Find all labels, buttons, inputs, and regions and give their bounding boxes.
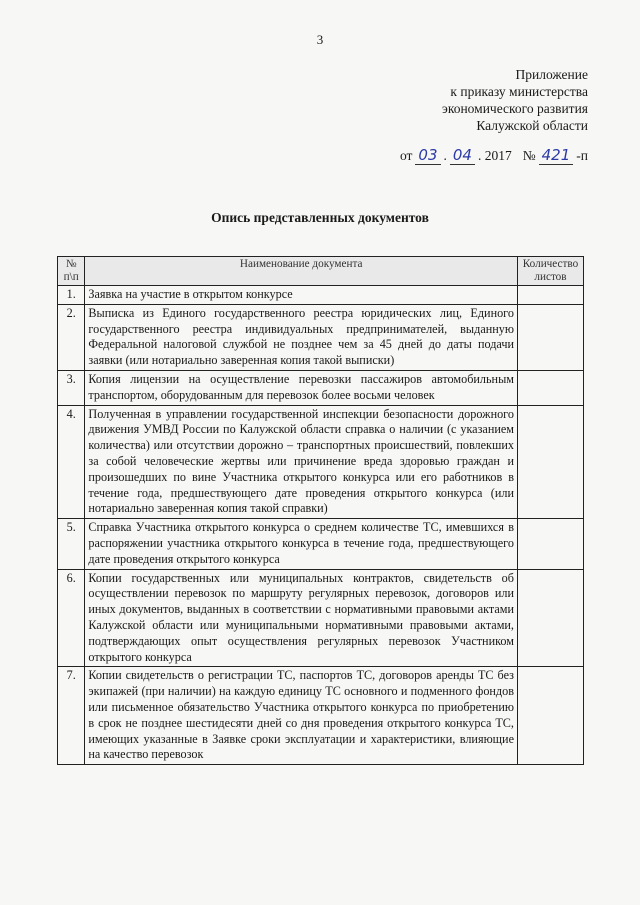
row-document-name: Заявка на участие в открытом конкурсе	[85, 286, 518, 305]
order-dot: .	[443, 148, 447, 163]
table-row	[58, 405, 584, 519]
documents-table	[57, 256, 584, 765]
row-document-name: Копии свидетельств о регистрации ТС, паспортов ТС, договоров аренды ТС без экипажей (при наличии) на каждую единицу ТС основного и подменного фондов или письменное обязательство Участника открытого конкурса по приобретению в срок не позднее шестидесяти дней со дня проведения открытого конкурса ТС, имеющих указанные в Заявке сроки эксплуатации и характеристики, влияющие на качество перевозок	[85, 667, 518, 765]
appendix-line-1: Приложение	[515, 67, 588, 82]
row-sheet-count	[517, 370, 583, 405]
document-title: Опись представленных документов	[211, 210, 429, 225]
row-document-name: Выписка из Единого государственного реестра юридических лиц, Единого государственного реестра индивидуальных предпринимателей, выданную Федеральной налоговой службой не позднее чем за 45 дней до даты подачи заявки (или нотариально заверенная копия такой выписки)	[85, 304, 518, 370]
row-number: 5.	[58, 519, 85, 569]
table-row	[58, 370, 584, 405]
row-sheet-count	[517, 304, 583, 370]
table-row	[58, 519, 584, 569]
order-number-prefix: №	[522, 148, 536, 163]
order-number: 421	[539, 146, 574, 165]
appendix-line-4: Калужской области	[476, 118, 588, 133]
table-row	[58, 304, 584, 370]
order-day: 03	[415, 146, 440, 165]
row-sheet-count	[517, 405, 583, 519]
header-document-name: Наименование документа	[85, 257, 518, 286]
header-number: № п\п	[58, 257, 85, 286]
order-prefix: от	[399, 148, 413, 163]
row-number: 3.	[58, 370, 85, 405]
row-number: 7.	[58, 667, 85, 765]
table-header-row	[58, 257, 584, 286]
row-number: 2.	[58, 304, 85, 370]
row-document-name: Полученная в управлении государственной инспекции безопасности дорожного движения УМВД России по Калужской области справка о наличии (с указанием количества) или отсутствии дорожно – транспортных происшествий, повлекших за собой человеческие жертвы или причинение вреда здоровью граждан и произошедших по вине Участника открытого конкурса или его работников в течение года, предшествующего дате проведения открытого конкурса (или нотариально заверенная копия такой справки)	[85, 405, 518, 519]
row-sheet-count	[517, 519, 583, 569]
row-number: 1.	[58, 286, 85, 305]
appendix-line-3: экономического развития	[442, 101, 588, 116]
row-number: 6.	[58, 569, 85, 667]
appendix-block	[442, 66, 588, 134]
order-month: 04	[450, 146, 475, 165]
header-sheet-count: Количество листов	[517, 257, 583, 286]
appendix-line-2: к приказу министерства	[450, 84, 588, 99]
order-date-number	[400, 146, 588, 165]
row-sheet-count	[517, 667, 583, 765]
row-document-name: Копия лицензии на осуществление перевозки пассажиров автомобильным транспортом, оборудованным для перевозок более восьми человек	[85, 370, 518, 405]
table-row	[58, 569, 584, 667]
order-year: . 2017	[477, 148, 512, 163]
order-number-suffix: -п	[576, 148, 588, 163]
page-number: 3	[316, 32, 324, 47]
row-sheet-count	[517, 569, 583, 667]
table-row	[58, 286, 584, 305]
row-document-name: Копии государственных или муниципальных контрактов, свидетельств об осуществлении перевозок по маршруту регулярных перевозок, договоров или иных документов, выданных в соответствии с нормативными правовыми актами Калужской области или муниципальными нормативными правовыми актами, подтверждающих опыт осуществления регулярных перевозок Участником открытого конкурса	[85, 569, 518, 667]
table-row	[58, 667, 584, 765]
row-document-name: Справка Участника открытого конкурса о среднем количестве ТС, имевшихся в распоряжении участника открытого конкурса в течение года, предшествующего дате проведения открытого конкурса	[85, 519, 518, 569]
row-number: 4.	[58, 405, 85, 519]
row-sheet-count	[517, 286, 583, 305]
